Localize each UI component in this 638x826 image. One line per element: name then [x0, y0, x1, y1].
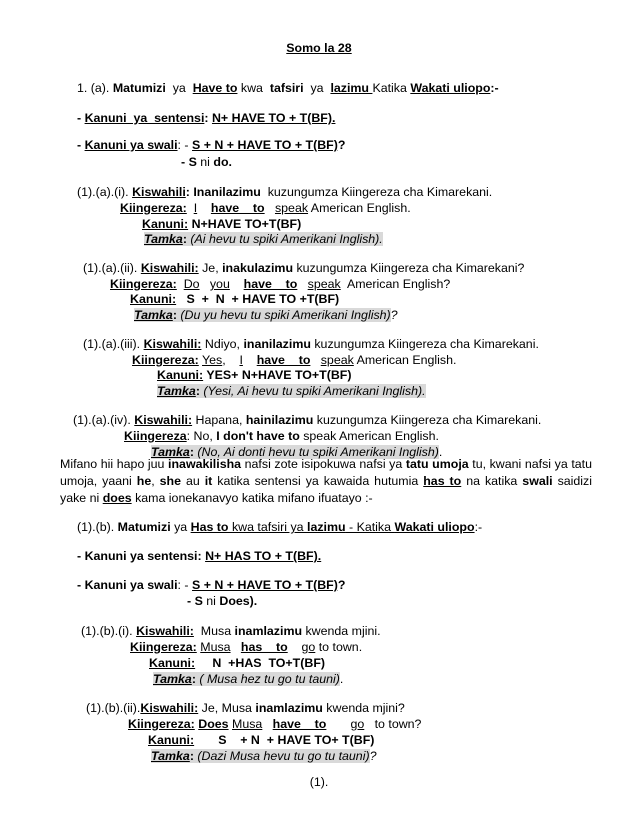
- text-run: hainilazimu: [245, 413, 314, 427]
- text-run: (Yesi, Ai hevu tu spiki Amerikani Inglish).: [203, 384, 426, 398]
- text-run: Does: [198, 717, 229, 731]
- text-run: katika sentensi ya kawaida hutumia: [212, 474, 424, 488]
- text-run: speak: [274, 201, 309, 215]
- example-a-ii-swahili: [83, 261, 524, 276]
- text-run: Tamka: [144, 232, 183, 246]
- text-run: [297, 277, 307, 291]
- text-run: N+ HAVE TO + T(BF).: [211, 111, 336, 125]
- text-run: N+HAVE TO+T(BF): [188, 217, 302, 231]
- text-run: - S: [181, 155, 197, 169]
- text-run: [326, 717, 350, 731]
- text-run: lazimu: [307, 520, 346, 534]
- example-a-i-swahili: [77, 185, 492, 200]
- text-run: ?: [390, 308, 398, 322]
- text-run: [200, 277, 210, 291]
- text-run: Kiswahili:: [136, 624, 194, 638]
- text-run: (No, Ai donti hevu tu spiki Amerikani Inglish): [197, 445, 439, 459]
- text-run: lazimu: [330, 81, 373, 95]
- text-run: [243, 353, 257, 367]
- text-run: Kanuni:: [142, 217, 189, 231]
- example-a-iii-pronunciation: [157, 384, 426, 399]
- text-run: - Katika: [345, 520, 395, 534]
- text-run: Wakati uliopo: [410, 81, 491, 95]
- text-run: (Ai hevu tu spiki Amerikani Inglish).: [190, 232, 383, 246]
- text-run: I: [239, 353, 243, 367]
- example-a-iv-swahili: [73, 413, 541, 428]
- text-run: it: [204, 474, 213, 488]
- text-run: she: [159, 474, 181, 488]
- text-run: S + N + HAVE TO + T(BF): [192, 578, 338, 592]
- text-run: (1).(b).(ii).: [86, 701, 141, 715]
- example-b-ii-pronunciation: [151, 749, 376, 764]
- text-run: Hapana,: [192, 413, 246, 427]
- text-run: Katika: [372, 81, 411, 95]
- text-run: :: [195, 384, 204, 398]
- text-run: kuzungumza Kiingereza cha Kimarekani.: [313, 413, 542, 427]
- text-run: kwa: [237, 81, 270, 95]
- text-run: Do: [183, 277, 200, 291]
- text-run: tafsiri: [269, 81, 304, 95]
- text-run: ya: [165, 81, 193, 95]
- text-run: [230, 277, 244, 291]
- text-run: go: [301, 640, 316, 654]
- text-run: Kanuni ya swali: [84, 138, 178, 152]
- text-run: inanilazimu: [243, 337, 311, 351]
- text-run: Tamka: [153, 672, 192, 686]
- text-run: Kanuni:: [130, 292, 177, 306]
- text-run: N+ HAS TO + T(BF).: [205, 549, 322, 563]
- text-run: Kiswahili:: [143, 337, 202, 351]
- text-run: [187, 201, 194, 215]
- text-run: ( Musa hez tu go tu tauni): [199, 672, 340, 686]
- text-run: :-: [474, 520, 483, 534]
- text-run: Je,: [198, 261, 223, 275]
- text-run: Kiingereza:: [130, 640, 197, 654]
- text-run: to town?: [364, 717, 422, 731]
- text-run: [288, 640, 302, 654]
- text-run: Kiingereza:: [120, 201, 187, 215]
- text-run: ,: [151, 474, 160, 488]
- text-run: :: [189, 445, 198, 459]
- text-run: Kanuni ya sentensi: [84, 111, 205, 125]
- text-run: ,: [222, 353, 240, 367]
- text-run: go: [350, 717, 365, 731]
- text-run: -: [77, 111, 85, 125]
- question-rule-b-note: [187, 594, 257, 609]
- text-run: have to: [256, 353, 311, 367]
- sentence-rule: [77, 111, 335, 126]
- text-run: Kanuni ya swali: [84, 578, 178, 592]
- text-run: inamlazimu: [234, 624, 303, 638]
- text-run: American English.: [353, 353, 457, 367]
- text-run: Wakati uliopo: [394, 520, 475, 534]
- text-run: ?: [337, 578, 346, 592]
- text-run: (1).(b).: [77, 520, 118, 534]
- text-run: YES+ N+HAVE TO+T(BF): [203, 368, 352, 382]
- text-run: Musa: [232, 717, 263, 731]
- text-run: Kanuni:: [149, 656, 196, 670]
- text-run: Kiswahili:: [140, 261, 199, 275]
- text-run: have to: [272, 717, 327, 731]
- text-run: has to: [240, 640, 288, 654]
- text-run: Has to: [190, 520, 229, 534]
- example-a-ii-english: [110, 277, 450, 292]
- example-a-i-pronunciation: [144, 232, 383, 247]
- text-run: kwa tafsiri ya: [228, 520, 307, 534]
- text-run: au: [181, 474, 205, 488]
- text-run: [310, 353, 320, 367]
- text-run: :: [189, 749, 198, 763]
- text-run: ya: [303, 81, 331, 95]
- text-run: has to: [423, 474, 462, 488]
- text-run: Have to: [192, 81, 238, 95]
- text-run: inakulazimu: [222, 261, 294, 275]
- text-run: : -: [177, 578, 193, 592]
- text-run: Kiingereza:: [128, 717, 195, 731]
- text-run: to town.: [315, 640, 363, 654]
- text-run: ni: [196, 155, 214, 169]
- example-a-iii-english: [132, 353, 456, 368]
- text-run: (1).(a).(i).: [77, 185, 133, 199]
- text-run: ni: [202, 594, 220, 608]
- question-rule-note: [181, 155, 232, 170]
- text-run: Kiswahili:: [134, 413, 193, 427]
- text-run: speak American English.: [299, 429, 439, 443]
- text-run: : -: [177, 138, 193, 152]
- text-run: ?: [369, 749, 377, 763]
- example-a-iii-swahili: [83, 337, 539, 352]
- text-run: Ndiyo,: [201, 337, 244, 351]
- example-b-i-rule: [149, 656, 325, 671]
- text-run: speak: [320, 353, 354, 367]
- example-a-i-english: [120, 201, 411, 216]
- text-run: kwenda mjini.: [302, 624, 381, 638]
- example-b-ii-english: [128, 717, 421, 732]
- page-number: (1).: [309, 775, 329, 789]
- text-run: do.: [213, 155, 232, 169]
- text-run: saidizi yake ni: [60, 474, 593, 505]
- text-run: Tamka: [151, 445, 190, 459]
- text-run: .: [339, 672, 344, 686]
- text-run: swali: [522, 474, 553, 488]
- text-run: Kanuni:: [148, 733, 195, 747]
- text-run: [197, 201, 211, 215]
- example-a-ii-pronunciation: [134, 308, 398, 323]
- question-rule-b: [77, 578, 345, 593]
- example-b-ii-rule: [148, 733, 374, 748]
- text-run: :: [204, 111, 212, 125]
- text-run: .: [438, 445, 443, 459]
- text-run: (Dazi Musa hevu tu go tu tauni): [197, 749, 370, 763]
- text-run: : No,: [186, 429, 217, 443]
- text-run: Matumizi: [117, 520, 171, 534]
- text-run: :: [172, 308, 181, 322]
- text-run: (1).(a).(iii).: [83, 337, 144, 351]
- example-b-i-swahili: [81, 624, 381, 639]
- sentence-rule-b: [77, 549, 321, 564]
- text-run: Matumizi: [112, 81, 166, 95]
- text-run: I: [193, 201, 198, 215]
- text-run: inawakilisha: [168, 457, 242, 471]
- text-run: - S: [187, 594, 203, 608]
- text-run: N +HAS TO+T(BF): [195, 656, 326, 670]
- text-run: kwenda mjini?: [322, 701, 405, 715]
- text-run: he: [136, 474, 152, 488]
- text-run: Kiswahili: [132, 185, 186, 199]
- text-run: have to: [210, 201, 265, 215]
- text-run: (1).(a).(iv).: [73, 413, 135, 427]
- text-run: :-: [490, 81, 499, 95]
- text-run: kuzungumza Kiingereza cha Kimarekani.: [310, 337, 539, 351]
- text-run: Musa: [200, 640, 231, 654]
- text-run: [231, 640, 241, 654]
- text-run: American English?: [340, 277, 451, 291]
- text-run: -: [77, 138, 85, 152]
- text-run: [265, 201, 275, 215]
- text-run: Tamka: [134, 308, 173, 322]
- section-b-heading: [77, 520, 482, 535]
- text-run: kuzungumza Kiingereza cha Kimarekani?: [293, 261, 525, 275]
- text-run: kama ionekanavyo katika mifano ifuatayo :-: [131, 491, 373, 505]
- text-run: Mifano hii hapo juu: [60, 457, 169, 471]
- text-run: S + N + HAVE TO +T(BF): [176, 292, 340, 306]
- text-run: American English.: [308, 201, 411, 215]
- text-run: S + N + HAVE TO + T(BF): [192, 138, 338, 152]
- example-a-ii-rule: [130, 292, 339, 307]
- text-run: Yes: [202, 353, 223, 367]
- question-rule: [77, 138, 345, 153]
- text-run: Tamka: [157, 384, 196, 398]
- text-run: Kiingereza: [124, 429, 187, 443]
- text-run: Je, Musa: [198, 701, 256, 715]
- example-a-iv-english: [124, 429, 439, 444]
- text-run: tatu umoja: [405, 457, 469, 471]
- text-run: tu, kwani nafsi ya tatu umoja, yaani: [60, 457, 592, 488]
- text-run: (1).(b).(i).: [81, 624, 137, 638]
- text-run: - Kanuni ya sentensi:: [77, 549, 202, 563]
- text-run: inamlazimu: [255, 701, 323, 715]
- page-title: Somo la 28: [286, 41, 352, 55]
- example-a-iii-rule: [157, 368, 352, 383]
- text-run: :: [191, 672, 200, 686]
- text-run: : Inanilazimu: [185, 185, 261, 199]
- text-run: Musa: [193, 624, 235, 638]
- text-run: you: [209, 277, 230, 291]
- text-run: have to: [243, 277, 298, 291]
- text-run: Does).: [219, 594, 258, 608]
- text-run: ya: [170, 520, 191, 534]
- example-b-i-pronunciation: [153, 672, 343, 687]
- text-run: (Du yu hevu tu spiki Amerikani Inglish): [180, 308, 391, 322]
- text-run: -: [77, 578, 85, 592]
- example-b-i-english: [130, 640, 362, 655]
- text-run: does: [102, 491, 132, 505]
- text-run: nafsi zote isipokuwa nafsi ya: [241, 457, 406, 471]
- text-run: ?: [337, 138, 346, 152]
- text-run: speak: [307, 277, 341, 291]
- text-run: Kiingereza:: [110, 277, 177, 291]
- text-run: [177, 277, 184, 291]
- explanation-paragraph: [60, 456, 592, 507]
- text-run: na katika: [461, 474, 523, 488]
- text-run: (1).(a).(ii).: [83, 261, 141, 275]
- text-run: Tamka: [151, 749, 190, 763]
- example-b-ii-swahili: [86, 701, 405, 716]
- text-run: Kiswahili:: [140, 701, 199, 715]
- section-a-heading: [77, 81, 499, 96]
- text-run: 1. (a).: [77, 81, 113, 95]
- text-run: S + N + HAVE TO+ T(BF): [194, 733, 375, 747]
- text-run: kuzungumza Kiingereza cha Kimarekani.: [260, 185, 493, 199]
- text-run: Kiingereza:: [132, 353, 199, 367]
- text-run: :: [182, 232, 191, 246]
- text-run: [262, 717, 272, 731]
- text-run: Kanuni:: [157, 368, 204, 382]
- text-run: I don't have to: [216, 429, 300, 443]
- example-a-i-rule: [142, 217, 301, 232]
